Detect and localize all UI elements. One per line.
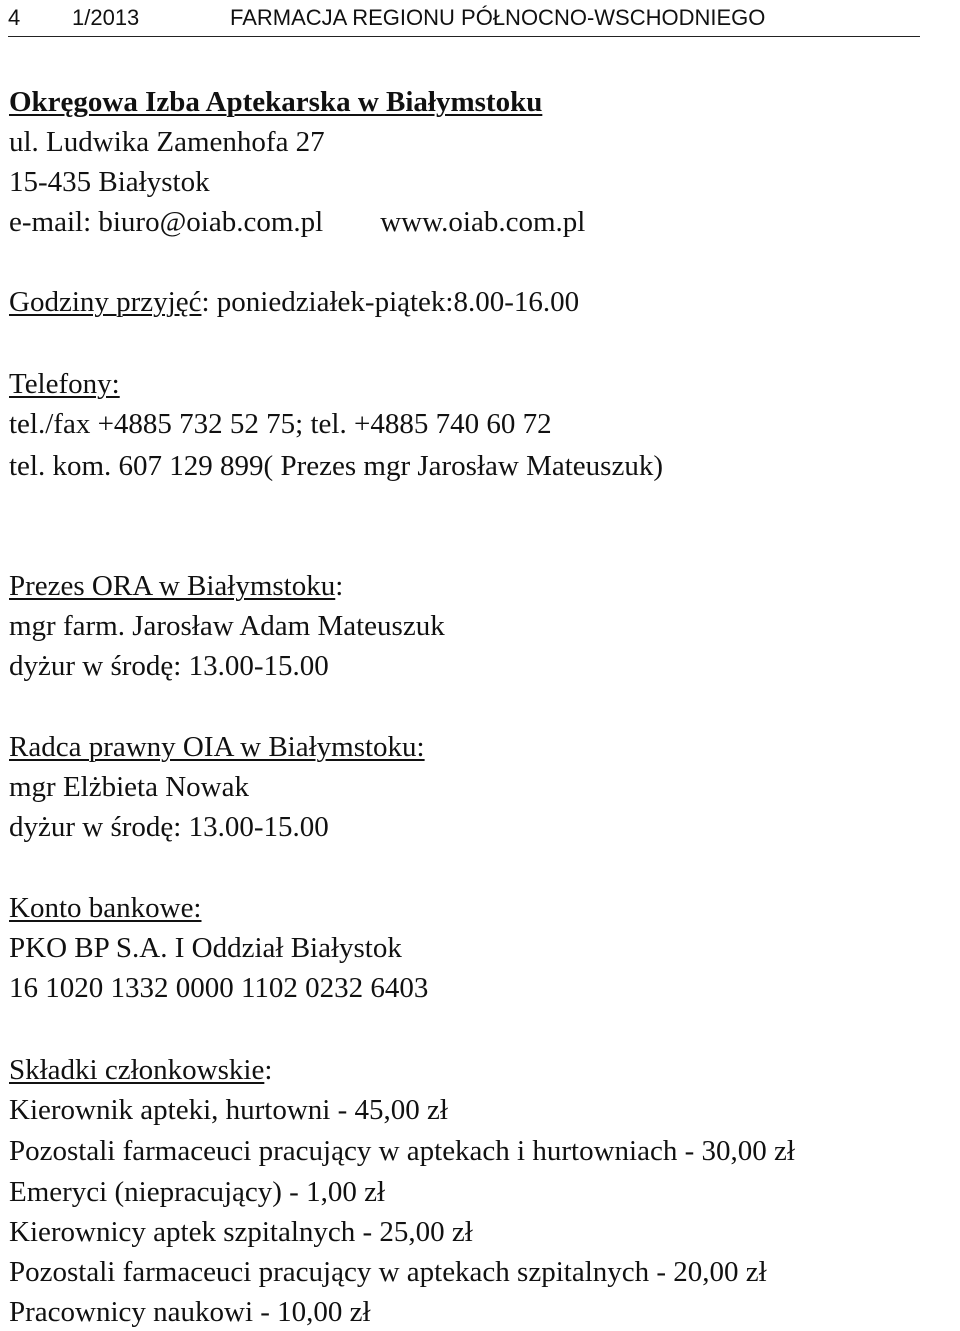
president-heading: [9, 568, 343, 604]
legal-name: mgr Elżbieta Nowak: [9, 771, 249, 803]
president-colon: :: [335, 570, 344, 602]
email-link[interactable]: e-mail: biuro@oiab.com.pl: [9, 206, 324, 238]
page-header: [8, 2, 920, 37]
contact-line: [9, 204, 585, 240]
office-hours: [9, 284, 579, 320]
office-hours-label: Godziny przyjęć: [9, 286, 202, 318]
fees-colon: :: [264, 1054, 273, 1086]
president-duty: dyżur w środę: 13.00-15.00: [9, 650, 329, 682]
fees-label: Składki członkowskie: [9, 1054, 265, 1086]
fee-item: Kierownicy aptek szpitalnych - 25,00 zł: [9, 1216, 473, 1248]
fee-item: Emeryci (niepracujący) - 1,00 zł: [9, 1176, 386, 1208]
bank-account: 16 1020 1332 0000 1102 0232 6403: [9, 972, 429, 1004]
legal-duty: dyżur w środę: 13.00-15.00: [9, 811, 329, 843]
president-label: Prezes ORA w Białymstoku: [9, 570, 336, 602]
org-street: ul. Ludwika Zamenhofa 27: [9, 126, 325, 158]
fee-item: Kierownik apteki, hurtowni - 45,00 zł: [9, 1094, 448, 1126]
fee-item: Pozostali farmaceuci pracujący w aptekach szpitalnych - 20,00 zł: [9, 1256, 767, 1288]
bank-heading: Konto bankowe:: [9, 892, 202, 924]
journal-title: FARMACJA REGIONU PÓŁNOCNO-WSCHODNIEGO: [230, 5, 766, 30]
phones-heading: Telefony:: [9, 368, 120, 400]
issue-number: 1/2013: [72, 5, 140, 30]
page-number: 4: [8, 5, 21, 30]
org-city: 15-435 Białystok: [9, 166, 210, 198]
legal-heading: Radca prawny OIA w Białymstoku:: [9, 731, 425, 763]
president-name: mgr farm. Jarosław Adam Mateuszuk: [9, 610, 445, 642]
phone-line-2: tel. kom. 607 129 899( Prezes mgr Jarosław Mateuszuk): [9, 450, 663, 482]
org-name: Okręgowa Izba Aptekarska w Białymstoku: [9, 86, 543, 118]
fee-item: Pozostali farmaceuci pracujący w aptekach i hurtowniach - 30,00 zł: [9, 1135, 795, 1167]
fees-heading: [9, 1052, 272, 1088]
website-link[interactable]: www.oiab.com.pl: [380, 206, 586, 238]
phone-line-1: tel./fax +4885 732 52 75; tel. +4885 740 60 72: [9, 408, 552, 440]
bank-name: PKO BP S.A. I Oddział Białystok: [9, 932, 402, 964]
fee-item: Pracownicy naukowi - 10,00 zł: [9, 1296, 371, 1328]
office-hours-value: : poniedziałek-piątek:8.00-16.00: [201, 286, 580, 318]
